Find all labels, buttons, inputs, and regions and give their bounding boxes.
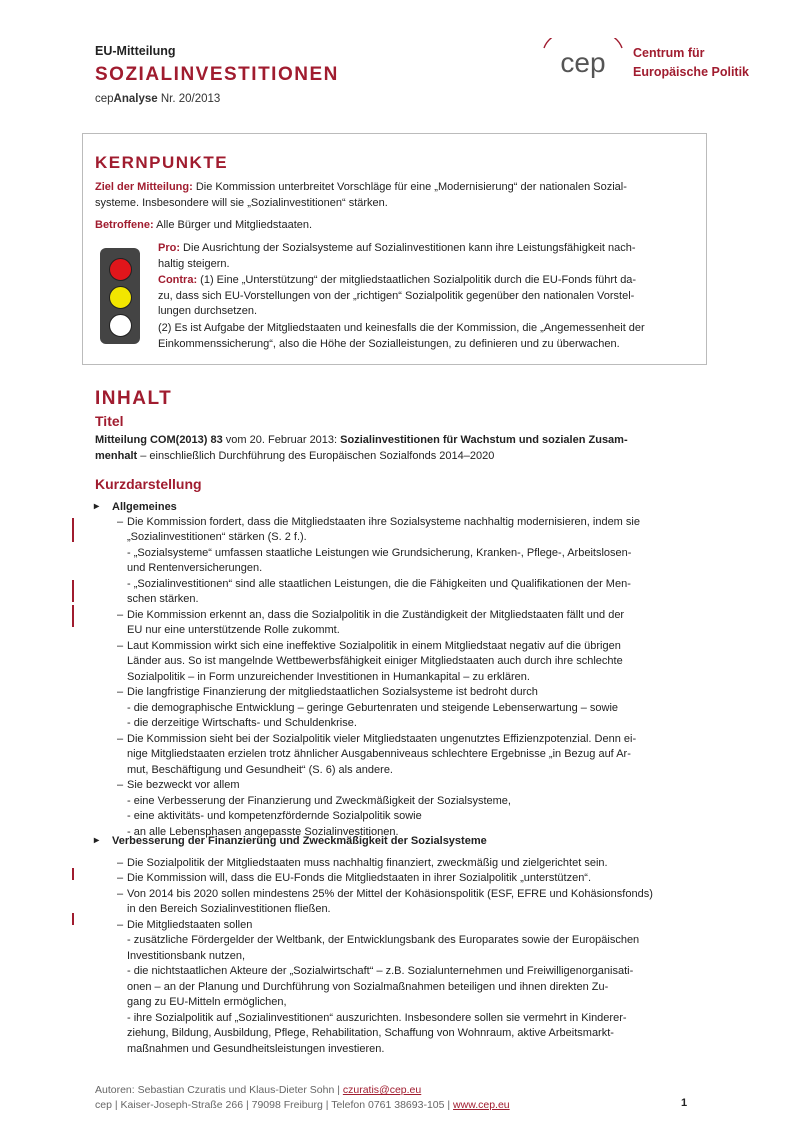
dash-bullet: – [117, 609, 124, 621]
kurzdarstellung-heading: Kurzdarstellung [95, 476, 202, 492]
body-line: nige Mitgliedstaaten erzielen trotz ähnlicher Ausgabenniveaus schlechtere Ergebnisse „in Bezug auf Ar- [127, 748, 631, 760]
body-line: EU nur eine unterstützende Rolle zukommt. [127, 624, 340, 636]
betroffene-paragraph: Betroffene: Alle Bürger und Mitgliedstaaten. [95, 219, 313, 231]
contra-paragraph: Contra: (1) Eine „Unterstützung“ der mitgliedstaatlichen Sozialpolitik durch die EU-Fonds führt da- zu, dass sich EU-Vorstellungen von der „richtigen“ Sozialpolitik gegenüber den nationalen Vorstel- lungen durchsetzen. [158, 274, 637, 317]
body-line: Laut Kommission wirkt sich eine ineffektive Sozialpolitik in einem Mitgliedstaat negativ auf die übrigen [127, 640, 621, 652]
red-lamp [109, 258, 132, 281]
body-line: Die Sozialpolitik der Mitgliedstaaten muss nachhaltig finanziert, zweckmäßig und zielgerichtet sein. [127, 857, 608, 869]
dash-bullet: – [117, 640, 124, 652]
body-line: Investitionsbank nutzen, [127, 950, 246, 962]
yellow-lamp [109, 286, 132, 309]
body-line: Die Kommission sieht bei der Sozialpolitik vieler Mitgliedstaaten ungenutztes Effizienzpotenzial. Denn ei- [127, 733, 637, 745]
body-line: Die langfristige Finanzierung der mitgliedstaatlichen Sozialsysteme ist bedroht durch [127, 686, 538, 698]
dash-bullet: – [117, 516, 124, 528]
body-line: - ihre Sozialpolitik auf „Sozialinvestitionen“ auszurichten. Insbesondere sollen sie vermehrt in Kinderer- [127, 1012, 627, 1024]
ziel-paragraph: Ziel der Mitteilung: Die Kommission unterbreitet Vorschläge für eine „Modernisierung“ der nationalen Sozial- systeme. Insbesondere will sie „Sozialinvestitionen“ stärken. [95, 181, 627, 209]
body-line: schen stärken. [127, 593, 199, 605]
email-link[interactable]: czuratis@cep.eu [342, 1084, 422, 1096]
body-line: gang zu EU-Mitteln ermöglichen, [127, 996, 287, 1008]
body-line: - eine Verbesserung der Finanzierung und Zweckmäßigkeit der Sozialsysteme, [127, 795, 511, 807]
dash-bullet: – [117, 857, 124, 869]
change-marker [72, 913, 74, 925]
logo-text: Centrum für Europäische Politik [633, 46, 750, 79]
body-line: „Sozialinvestitionen“ stärken (S. 2 f.). [127, 531, 307, 543]
traffic-light-icon [100, 248, 140, 344]
body-line: onen – an der Planung und Durchführung von Sozialmaßnahmen beteiligen und ihnen direkten Zu- [127, 981, 609, 993]
document-type: EU-Mitteilung [95, 44, 176, 58]
body-line: Länder aus. So ist mangelnde Wettbewerbsfähigkeit einiger Mitgliedstaaten auch durch ihre schlechte [127, 655, 623, 667]
titel-heading: Titel [95, 413, 124, 429]
body-line: mut, Beschäftigung und Gesundheit“ (S. 6) als andere. [127, 764, 393, 776]
change-marker [72, 518, 74, 542]
dash-bullet: – [117, 872, 124, 884]
dash-bullet: – [117, 733, 124, 745]
body-line: Die Kommission fordert, dass die Mitgliedstaaten ihre Sozialsysteme nachhaltig modernisieren, indem sie [127, 516, 640, 528]
body-line: - die nichtstaatlichen Akteure der „Sozialwirtschaft“ – z.B. Sozialunternehmen und Freiwilligenorganisati- [127, 965, 634, 977]
body-line: Von 2014 bis 2020 sollen mindestens 25% der Mittel der Kohäsionspolitik (ESF, EFRE und Kohäsionsfonds) [127, 888, 653, 900]
section-allgemeines: ▸ Allgemeines [100, 501, 177, 513]
body-line: - die derzeitige Wirtschafts- und Schuldenkrise. [127, 717, 357, 729]
white-lamp [109, 314, 132, 337]
footer: Autoren: Sebastian Czuratis und Klaus-Dieter Sohn | czuratis@cep.eu cep | Kaiser-Joseph-Straße 266 | 79098 Freiburg | Telefon 0761 38693-105 | www.cep.eu [95, 1084, 510, 1111]
change-marker [72, 580, 74, 602]
body-line: - an alle Lebensphasen angepasste Sozialinvestitionen. [127, 826, 399, 838]
section-finanzierung: ▸ Verbesserung der Finanzierung und Zweckmäßigkeit der Sozialsysteme [100, 835, 487, 847]
body-line: in den Bereich Sozialinvestitionen fließen. [127, 903, 331, 915]
change-marker [72, 605, 74, 627]
cep-logo [538, 38, 628, 91]
body-line: - die demographische Entwicklung – geringe Geburtenraten und steigende Lebenserwartung – sowie [127, 702, 619, 714]
dash-bullet: – [117, 888, 124, 900]
body-line: Die Mitgliedstaaten sollen [127, 919, 253, 931]
website-link[interactable]: www.cep.eu [453, 1099, 510, 1111]
analysis-number: cepAnalyse Nr. 20/2013 [95, 93, 221, 105]
body-line: - „Sozialinvestitionen“ sind alle staatlichen Leistungen, die die Fähigkeiten und Qualifikationen der Men- [127, 578, 631, 590]
document-title: SOZIALINVESTITIONEN [95, 64, 339, 85]
dash-bullet: – [117, 686, 124, 698]
body-line: maßnahmen und Gesundheitsleistungen investieren. [127, 1043, 385, 1055]
body-line: - „Sozialsysteme“ umfassen staatliche Leistungen wie Grundsicherung, Kranken-, Pflege-, Arbeitslosen- [127, 547, 632, 559]
body-line: - eine aktivitäts- und kompetenzfördernde Sozialpolitik sowie [127, 810, 422, 822]
dash-bullet: – [117, 919, 124, 931]
page-number: 1 [681, 1097, 688, 1109]
logo-wordmark: cep [560, 47, 606, 78]
body-line: - zusätzliche Fördergelder der Weltbank, der Entwicklungsbank des Europarates sowie der Europäischen [127, 934, 640, 946]
body-line: ziehung, Bildung, Ausbildung, Pflege, Rehabilitation, Schaffung von Wohnraum, aktive Arbeitsmarkt- [127, 1027, 614, 1039]
pro-paragraph: Pro: Die Ausrichtung der Sozialsysteme auf Sozialinvestitionen kann ihre Leistungsfähigkeit nach- haltig steigern. [158, 242, 636, 270]
inhalt-heading: INHALT [95, 388, 173, 409]
body-line: Sozialpolitik – in Form unzureichender Investitionen in Humankapital – zu erklären. [127, 671, 530, 683]
body-line: und Rentenversicherungen. [127, 562, 263, 574]
mitteilung-title: Mitteilung COM(2013) 83 vom 20. Februar 2013: Sozialinvestitionen für Wachstum und sozialen Zusam- menhalt – einschließlich Durchführung des Europäischen Sozialfonds 2014–2020 [95, 434, 628, 462]
body-line: Sie bezweckt vor allem [127, 779, 240, 791]
body-line: Die Kommission erkennt an, dass die Sozialpolitik in die Zuständigkeit der Mitgliedstaaten fällt und der [127, 609, 625, 621]
contra2-paragraph: (2) Es ist Aufgabe der Mitgliedstaaten und keinesfalls die der Kommission, die „Angemessenheit der Einkommenssicherung“, also die Höhe der Sozialleistungen, zu definieren und zu überwachen. [158, 322, 645, 350]
kernpunkte-title: KERNPUNKTE [95, 153, 229, 172]
dash-bullet: – [117, 779, 124, 791]
body-line: Die Kommission will, dass die EU-Fonds die Mitgliedstaaten in ihrer Sozialpolitik „unterstützen“. [127, 872, 592, 884]
change-marker [72, 868, 74, 880]
